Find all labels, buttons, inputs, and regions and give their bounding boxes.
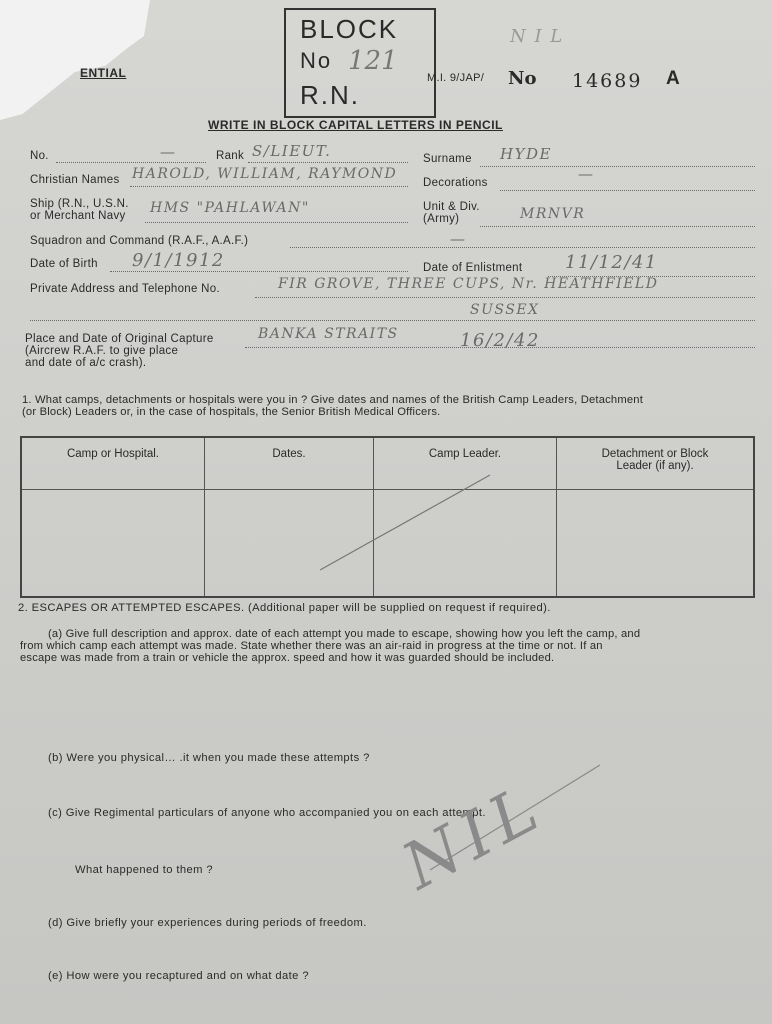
stamp-rn-text: R.N. (300, 80, 360, 110)
enlist-label: Date of Enlistment (423, 262, 523, 274)
decorations-line (500, 190, 755, 191)
unit-label-1: Unit & Div. (423, 201, 480, 213)
section1-question-line2: (or Block) Leaders or, in the case of hospitals, the Senior British Medical Officers. (22, 406, 441, 418)
stamp-no-text: No (300, 48, 333, 73)
capture-place: BANKA STRAITS (258, 326, 399, 342)
decorations-label: Decorations (423, 177, 488, 189)
block-stamp (284, 8, 436, 118)
surname-value: HYDE (500, 145, 552, 163)
squadron-line (290, 247, 755, 248)
address-value-1: FIR GROVE, THREE CUPS, Nr. HEATHFIELD (278, 276, 659, 292)
rank-line (248, 162, 408, 163)
unit-line (480, 226, 755, 227)
section2-b: (b) Were you physical… .it when you made these attempts ? (48, 752, 370, 764)
squadron-value: — (450, 230, 467, 248)
christian-line (130, 186, 408, 187)
no-line (56, 162, 206, 163)
instruction-heading: WRITE IN BLOCK CAPITAL LETTERS IN PENCIL (208, 118, 503, 132)
section2-a-line2: from which camp each attempt was made. State whether there was an air-raid in progress at the time or not. If an (20, 640, 603, 652)
torn-corner (0, 0, 150, 120)
stamp-number: 121 (348, 46, 398, 76)
capture-date: 16/2/42 (460, 330, 540, 351)
section2-a-line3: escape was made from a train or vehicle the approx. speed and how it was guarded should be included. (20, 652, 555, 664)
capture-label-3: and date of a/c crash). (25, 357, 147, 369)
nil-mark: NIL (391, 769, 557, 905)
col-detachment-header: Detachment or Block Leader (if any). (557, 437, 755, 490)
camp-cell (21, 490, 205, 598)
dob-line (110, 271, 408, 272)
section2-c-sub: What happened to them ? (75, 864, 213, 876)
christian-label: Christian Names (30, 174, 120, 186)
address-value-2: SUSSEX (470, 302, 540, 318)
ship-label-2: or Merchant Navy (30, 210, 126, 222)
address-line-1 (255, 297, 755, 298)
section2-e: (e) How were you recaptured and on what date ? (48, 970, 309, 982)
dob-value: 9/1/1912 (132, 250, 225, 271)
section2-strike-mark (420, 760, 610, 880)
col-leader-header: Camp Leader. (374, 437, 557, 490)
section2-title: 2. ESCAPES OR ATTEMPTED ESCAPES. (Additional paper will be supplied on request if required). (18, 602, 551, 614)
squadron-label: Squadron and Command (R.A.F., A.A.F.) (30, 235, 249, 247)
christian-value: HAROLD, WILLIAM, RAYMOND (132, 166, 398, 182)
capture-label-1: Place and Date of Original Capture (25, 333, 214, 345)
section2-a-line1: (a) Give full description and approx. date of each attempt you made to escape, showing how you left the camp, and (48, 628, 641, 640)
address-line-2 (30, 320, 755, 321)
section2-d: (d) Give briefly your experiences during periods of freedom. (48, 917, 367, 929)
rank-value: S/LIEUT. (252, 142, 332, 160)
confidential-label: ENTIAL (80, 66, 127, 80)
section2-c: (c) Give Regimental particulars of anyone who accompanied you on each attempt. (48, 807, 486, 819)
enlist-value: 11/12/41 (565, 252, 658, 273)
no-value: — (160, 143, 177, 161)
detachment-cell (557, 490, 755, 598)
series-letter: A (666, 68, 680, 89)
table-strike-mark (300, 470, 500, 580)
rank-label: Rank (216, 150, 245, 162)
address-label: Private Address and Telephone No. (30, 283, 220, 295)
col-camp-header: Camp or Hospital. (21, 437, 205, 490)
stamp-block-text: BLOCK (300, 14, 399, 44)
col-dates-header: Dates. (205, 437, 374, 490)
form-ref: M.I. 9/JAP/ (427, 72, 485, 84)
capture-label-2: (Aircrew R.A.F. to give place (25, 345, 179, 357)
section1-question-line1: 1. What camps, detachments or hospitals were you in ? Give dates and names of the British Camp Leaders, Detachment (22, 394, 644, 406)
number-label: No (508, 68, 537, 89)
surname-label: Surname (423, 153, 472, 165)
ship-value: HMS "PAHLAWAN" (150, 200, 310, 216)
ship-line (145, 222, 408, 223)
form-number: 14689 (572, 70, 643, 92)
unit-value: MRNVR (520, 206, 586, 222)
dob-label: Date of Birth (30, 258, 98, 270)
unit-label-2: (Army) (423, 213, 460, 225)
surname-line (480, 166, 755, 167)
margin-note: N I L (510, 26, 564, 47)
ship-label-1: Ship (R.N., U.S.N. (30, 198, 129, 210)
decorations-value: — (578, 165, 595, 183)
no-label: No. (30, 150, 49, 162)
